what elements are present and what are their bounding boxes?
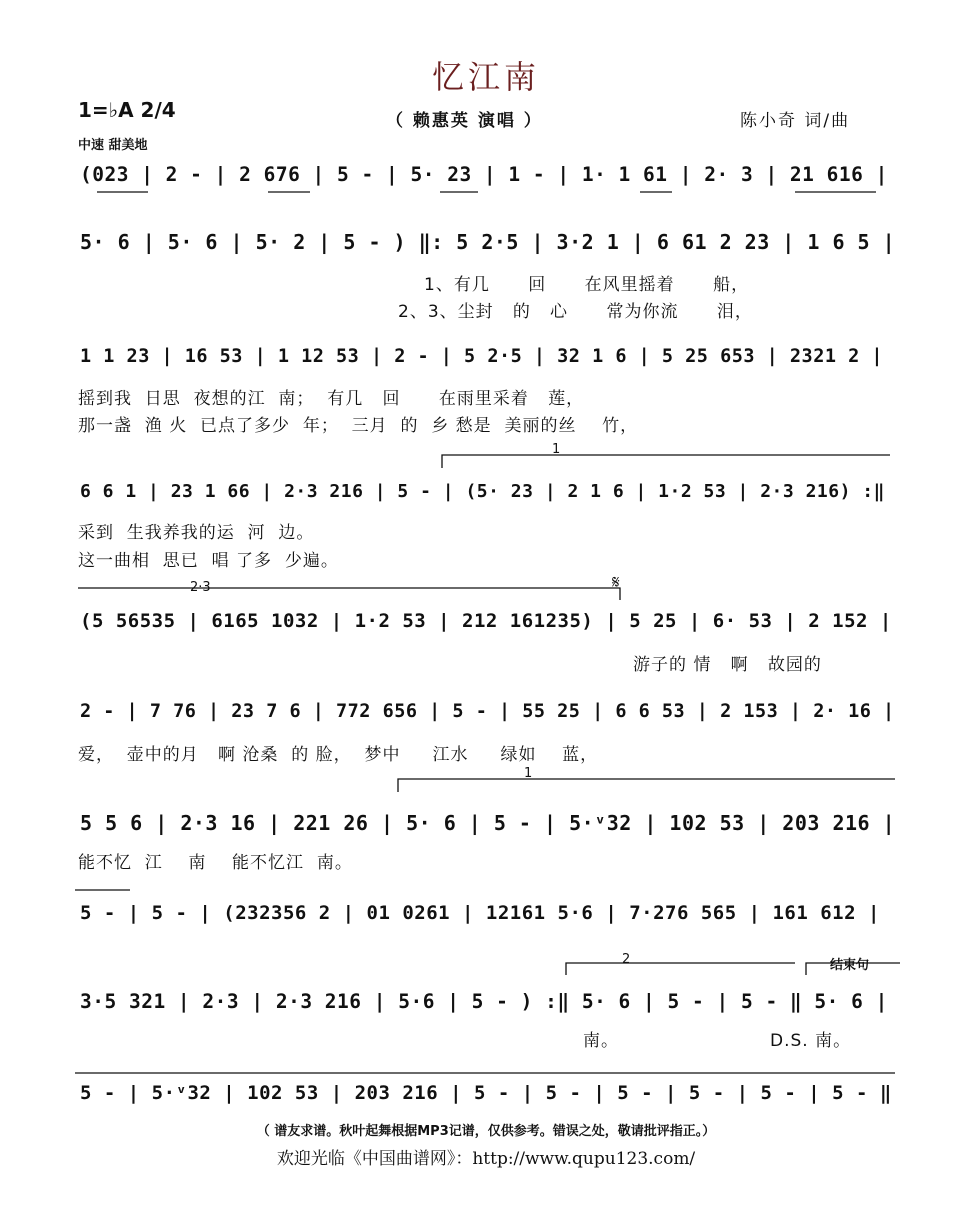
notation-row-9: 3·5 321 | 2·3 | 2·3 216 | 5·6 | 5 - ) :‖ 5· 6 | 5 - | 5 - ‖ 5· 6 | — [80, 990, 888, 1013]
coda-label: 结束句 — [830, 958, 870, 973]
notation-row-4: 6 6 1 | 23 1 66 | 2·3 216 | 5 - | (5· 23 | 2 1 6 | 1·2 53 | 2·3 216) :‖ — [80, 481, 885, 502]
volta-1b-label: 1 — [524, 766, 533, 781]
notation-row-7: 5 5 6 | 2·3 16 | 221 26 | 5· 6 | 5 - | 5·ᵛ32 | 102 53 | 203 216 | — [80, 811, 896, 835]
notation-row-5: (5 56535 | 6165 1032 | 1·2 53 | 212 161235) | 5 25 | 6· 53 | 2 152 | — [80, 610, 892, 632]
song-title: 忆江南 — [431, 58, 540, 96]
lyric-row-9b: D.S. 南。 — [770, 1031, 852, 1051]
composer-credit: 陈小奇 词/曲 — [740, 111, 851, 131]
notation-row-8: 5 - | 5 - | (232356 2 | 01 0261 | 12161 5·6 | 7·276 565 | 161 612 | — [80, 902, 880, 924]
lyric-row-4a: 采到 生我养我的运 河 边。 — [78, 523, 315, 543]
volta-2-label: 2 — [622, 952, 631, 967]
volta-1-label: 1 — [552, 442, 561, 457]
lyric-row-4b: 这一曲相 思已 唱 了多 少遍。 — [78, 551, 339, 571]
notation-row-10: 5 - | 5·ᵛ32 | 102 53 | 203 216 | 5 - | 5 - | 5 - | 5 - | 5 - | 5 - ‖ — [80, 1082, 892, 1104]
lyric-row-9a: 南。 — [583, 1031, 619, 1051]
lyric-row-2a: 1、有几 回 在风里摇着 船， — [424, 275, 750, 295]
key-signature: 1=♭A 2/4 — [78, 98, 176, 122]
volta-23-label: 2·3 — [190, 580, 211, 595]
lyric-row-5: 游子的 情 啊 故园的 — [633, 655, 822, 675]
transcriber-note: （ 谱友求谱。秋叶起舞根据MP3记谱，仅供参考。错误之处，敬请批评指正。） — [256, 1124, 716, 1139]
notation-row-1: (023 | 2 - | 2 676 | 5 - | 5· 23 | 1 - | 1· 1 61 | 2· 3 | 21 616 | — [80, 163, 888, 186]
segno-sign: 𝄋 — [612, 572, 620, 593]
notation-row-2: 5· 6 | 5· 6 | 5· 2 | 5 - ) ‖: 5 2·5 | 3·2 1 | 6 61 2 23 | 1 6 5 | — [80, 230, 896, 254]
lyric-row-2b: 2、3、尘封 的 心 常为你流 泪， — [398, 302, 753, 322]
lyric-row-6: 爱， 壶中的月 啊 沧桑 的 脸， 梦中 江水 绿如 蓝， — [78, 745, 599, 765]
lyric-row-3b: 那一盏 渔 火 已点了多少 年； 三月 的 乡 愁是 美丽的丝 竹， — [78, 416, 639, 436]
notation-row-3: 1 1 23 | 16 53 | 1 12 53 | 2 - | 5 2·5 | 32 1 6 | 5 25 653 | 2321 2 | — [80, 346, 884, 367]
tempo-marking: 中速 甜美地 — [78, 138, 148, 153]
lyric-row-7: 能不忆 江 南 能不忆江 南。 — [78, 853, 353, 873]
site-credit: 欢迎光临《中国曲谱网》：http://www.qupu123.com/ — [276, 1149, 696, 1169]
singer-credit: （ 赖惠英 演唱 ） — [386, 111, 543, 131]
notation-row-6: 2 - | 7 76 | 23 7 6 | 772 656 | 5 - | 55 25 | 6 6 53 | 2 153 | 2· 16 | — [80, 701, 895, 722]
lyric-row-3a: 摇到我 日思 夜想的江 南； 有几 回 在雨里采着 莲， — [78, 389, 585, 409]
